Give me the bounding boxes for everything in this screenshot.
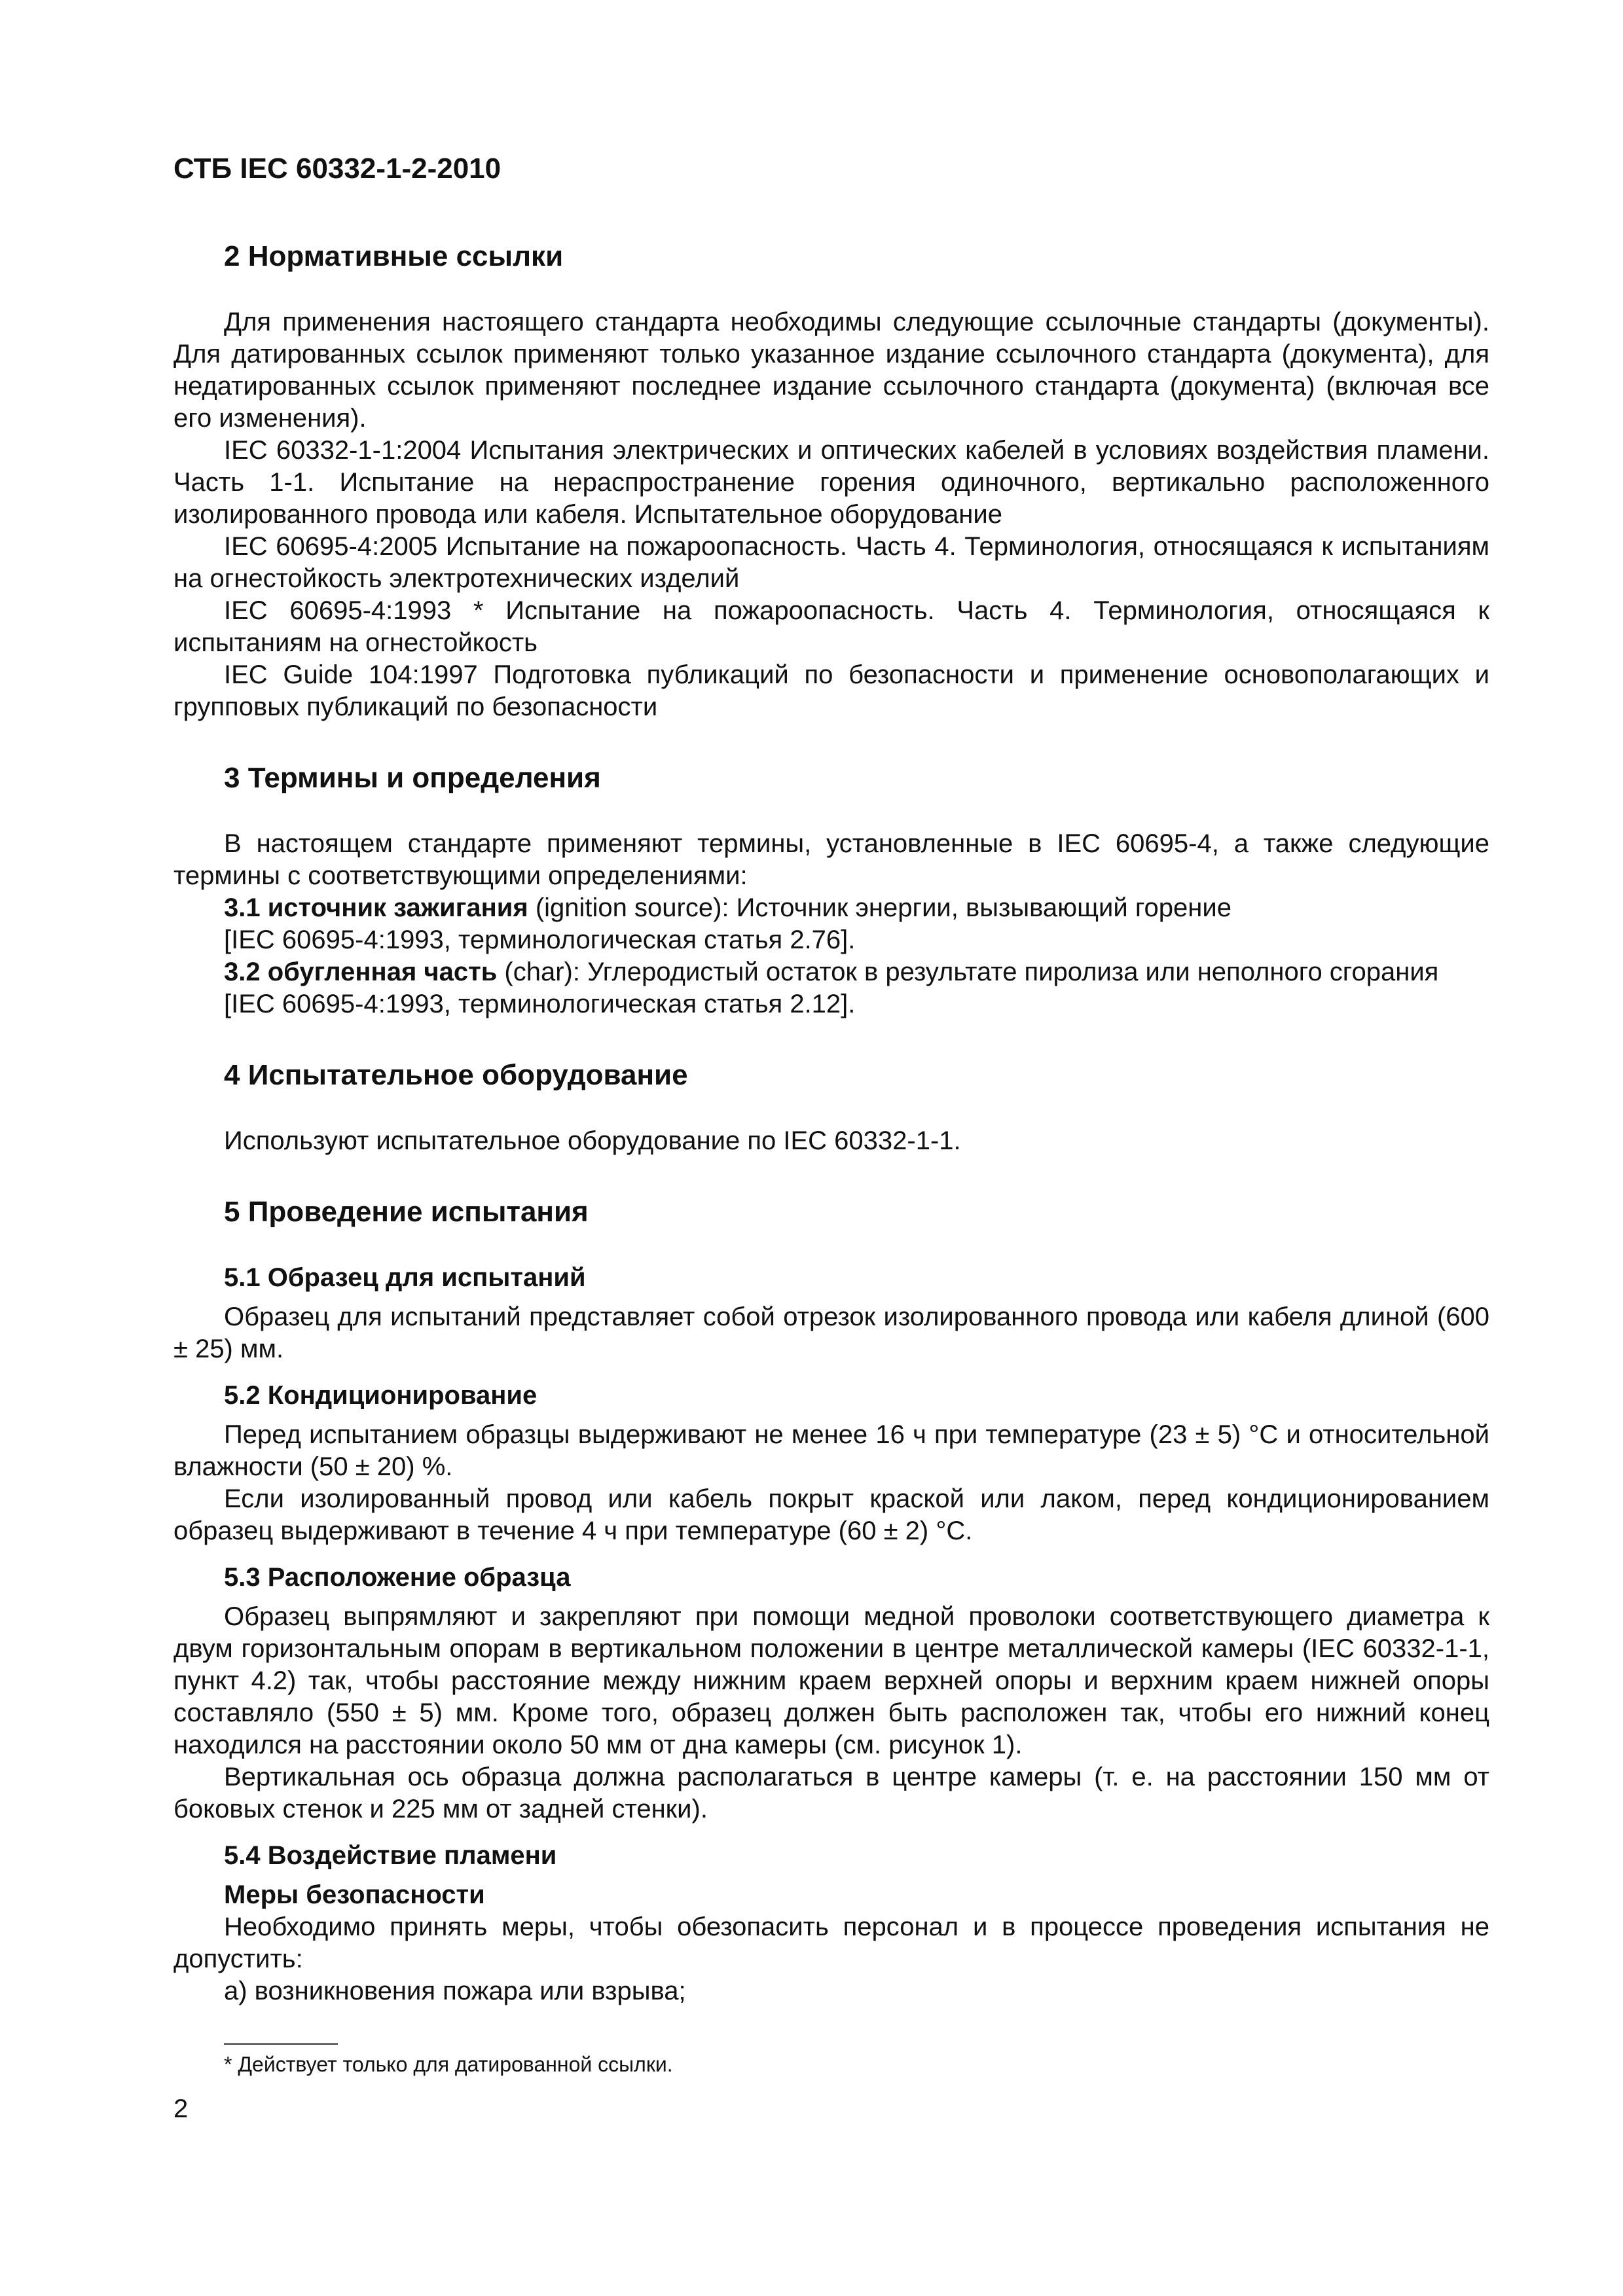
section-5-title: 5 Проведение испытания bbox=[224, 1196, 589, 1228]
term-3-2-name: 3.2 обугленная часть bbox=[224, 958, 498, 986]
section-2-reference: IEC 60332-1-1:2004 Испытания электрических и оптических кабелей в условиях воздействия пламени. Часть 1-1. Испытание на нераспространение горения одиночного, вертикально расположенного изолированного провода или кабеля. Испытательное оборудование bbox=[173, 436, 1489, 529]
subsection-5-1-title: 5.1 Образец для испытаний bbox=[224, 1263, 586, 1292]
term-3-2-source: [IEC 60695-4:1993, терминологическая статья 2.12]. bbox=[224, 990, 856, 1018]
section-2-reference: IEC 60695-4:1993 * Испытание на пожароопасность. Часть 4. Терминология, относящаяся к испытаниям на огнестойкость bbox=[173, 596, 1489, 657]
term-3-1 bbox=[173, 892, 1489, 924]
section-3-intro: В настоящем стандарте применяют термины, установленные в IEC 60695-4, а также следующие термины с соответствующими определениями: bbox=[173, 829, 1489, 890]
document-page bbox=[173, 151, 1489, 2077]
section-4-title: 4 Испытательное оборудование bbox=[224, 1059, 688, 1091]
term-3-2 bbox=[173, 956, 1489, 988]
section-2-reference: IEC 60695-4:2005 Испытание на пожароопасность. Часть 4. Терминология, относящаяся к испытаниям на огнестойкость электротехнических изделий bbox=[173, 532, 1489, 593]
section-2-title: 2 Нормативные ссылки bbox=[224, 240, 564, 272]
safety-item-a: а) возникновения пожара или взрыва; bbox=[224, 1977, 686, 2005]
document-code: СТБ IEC 60332-1-2-2010 bbox=[173, 152, 501, 185]
term-3-2-definition: (char): Углеродистый остаток в результате пиролиза или неполного сгорания bbox=[497, 958, 1439, 986]
page-number: 2 bbox=[173, 2094, 189, 2123]
safety-measures-title: Меры безопасности bbox=[224, 1880, 485, 1909]
subsection-5-3-paragraph: Образец выпрямляют и закрепляют при помощи медной проволоки соответствующего диаметра к двум горизонтальным опорам в вертикальном положении в центре металлической камеры (IEC 60332-1-1, пункт 4.2) так, чтобы расстояние между нижним краем верхней опоры и верхним краем нижней опоры составляло (550 ± 5) мм. Кроме того, образец должен быть расположен так, чтобы его нижний конец находился на расстоянии около 50 мм от дна камеры (см. рисунок 1). bbox=[173, 1602, 1489, 1759]
subsection-5-1-text: Образец для испытаний представляет собой отрезок изолированного провода или кабеля длиной (600 ± 25) мм. bbox=[173, 1302, 1489, 1363]
subsection-5-3-title: 5.3 Расположение образца bbox=[224, 1563, 571, 1592]
footnote-divider bbox=[224, 2043, 338, 2045]
subsection-5-2-paragraph: Если изолированный провод или кабель покрыт краской или лаком, перед кондиционированием образец выдерживают в течение 4 ч при температуре (60 ± 2) °С. bbox=[173, 1484, 1489, 1545]
subsection-5-2-paragraph: Перед испытанием образцы выдерживают не менее 16 ч при температуре (23 ± 5) °С и относительной влажности (50 ± 20) %. bbox=[173, 1420, 1489, 1481]
section-2-reference: IEC Guide 104:1997 Подготовка публикаций по безопасности и применение основополагающих и групповых публикаций по безопасности bbox=[173, 660, 1489, 721]
safety-measures-text: Необходимо принять меры, чтобы обезопасить персонал и в процессе проведения испытания не допустить: bbox=[173, 1912, 1489, 1973]
section-3-title: 3 Термины и определения bbox=[224, 762, 601, 794]
term-3-1-definition: (ignition source): Источник энергии, вызывающий горение bbox=[528, 893, 1231, 922]
footnote: * Действует только для датированной ссылки. bbox=[224, 2053, 673, 2076]
term-3-1-name: 3.1 источник зажигания bbox=[224, 893, 528, 922]
subsection-5-3-paragraph: Вертикальная ось образца должна располагаться в центре камеры (т. е. на расстоянии 150 мм от боковых стенок и 225 мм от задней стенки). bbox=[173, 1763, 1489, 1823]
subsection-5-4-title: 5.4 Воздействие пламени bbox=[224, 1841, 557, 1870]
section-2-paragraph: Для применения настоящего стандарта необходимы следующие ссылочные стандарты (документы). Для датированных ссылок применяют только указанное издание ссылочного стандарта (документа), для недатированных ссылок применяют последнее издание ссылочного стандарта (документа) (включая все его изменения). bbox=[173, 308, 1489, 433]
term-3-1-source: [IEC 60695-4:1993, терминологическая статья 2.76]. bbox=[224, 925, 856, 954]
subsection-5-2-title: 5.2 Кондиционирование bbox=[224, 1381, 538, 1410]
section-4-text: Используют испытательное оборудование по IEC 60332-1-1. bbox=[224, 1126, 961, 1155]
